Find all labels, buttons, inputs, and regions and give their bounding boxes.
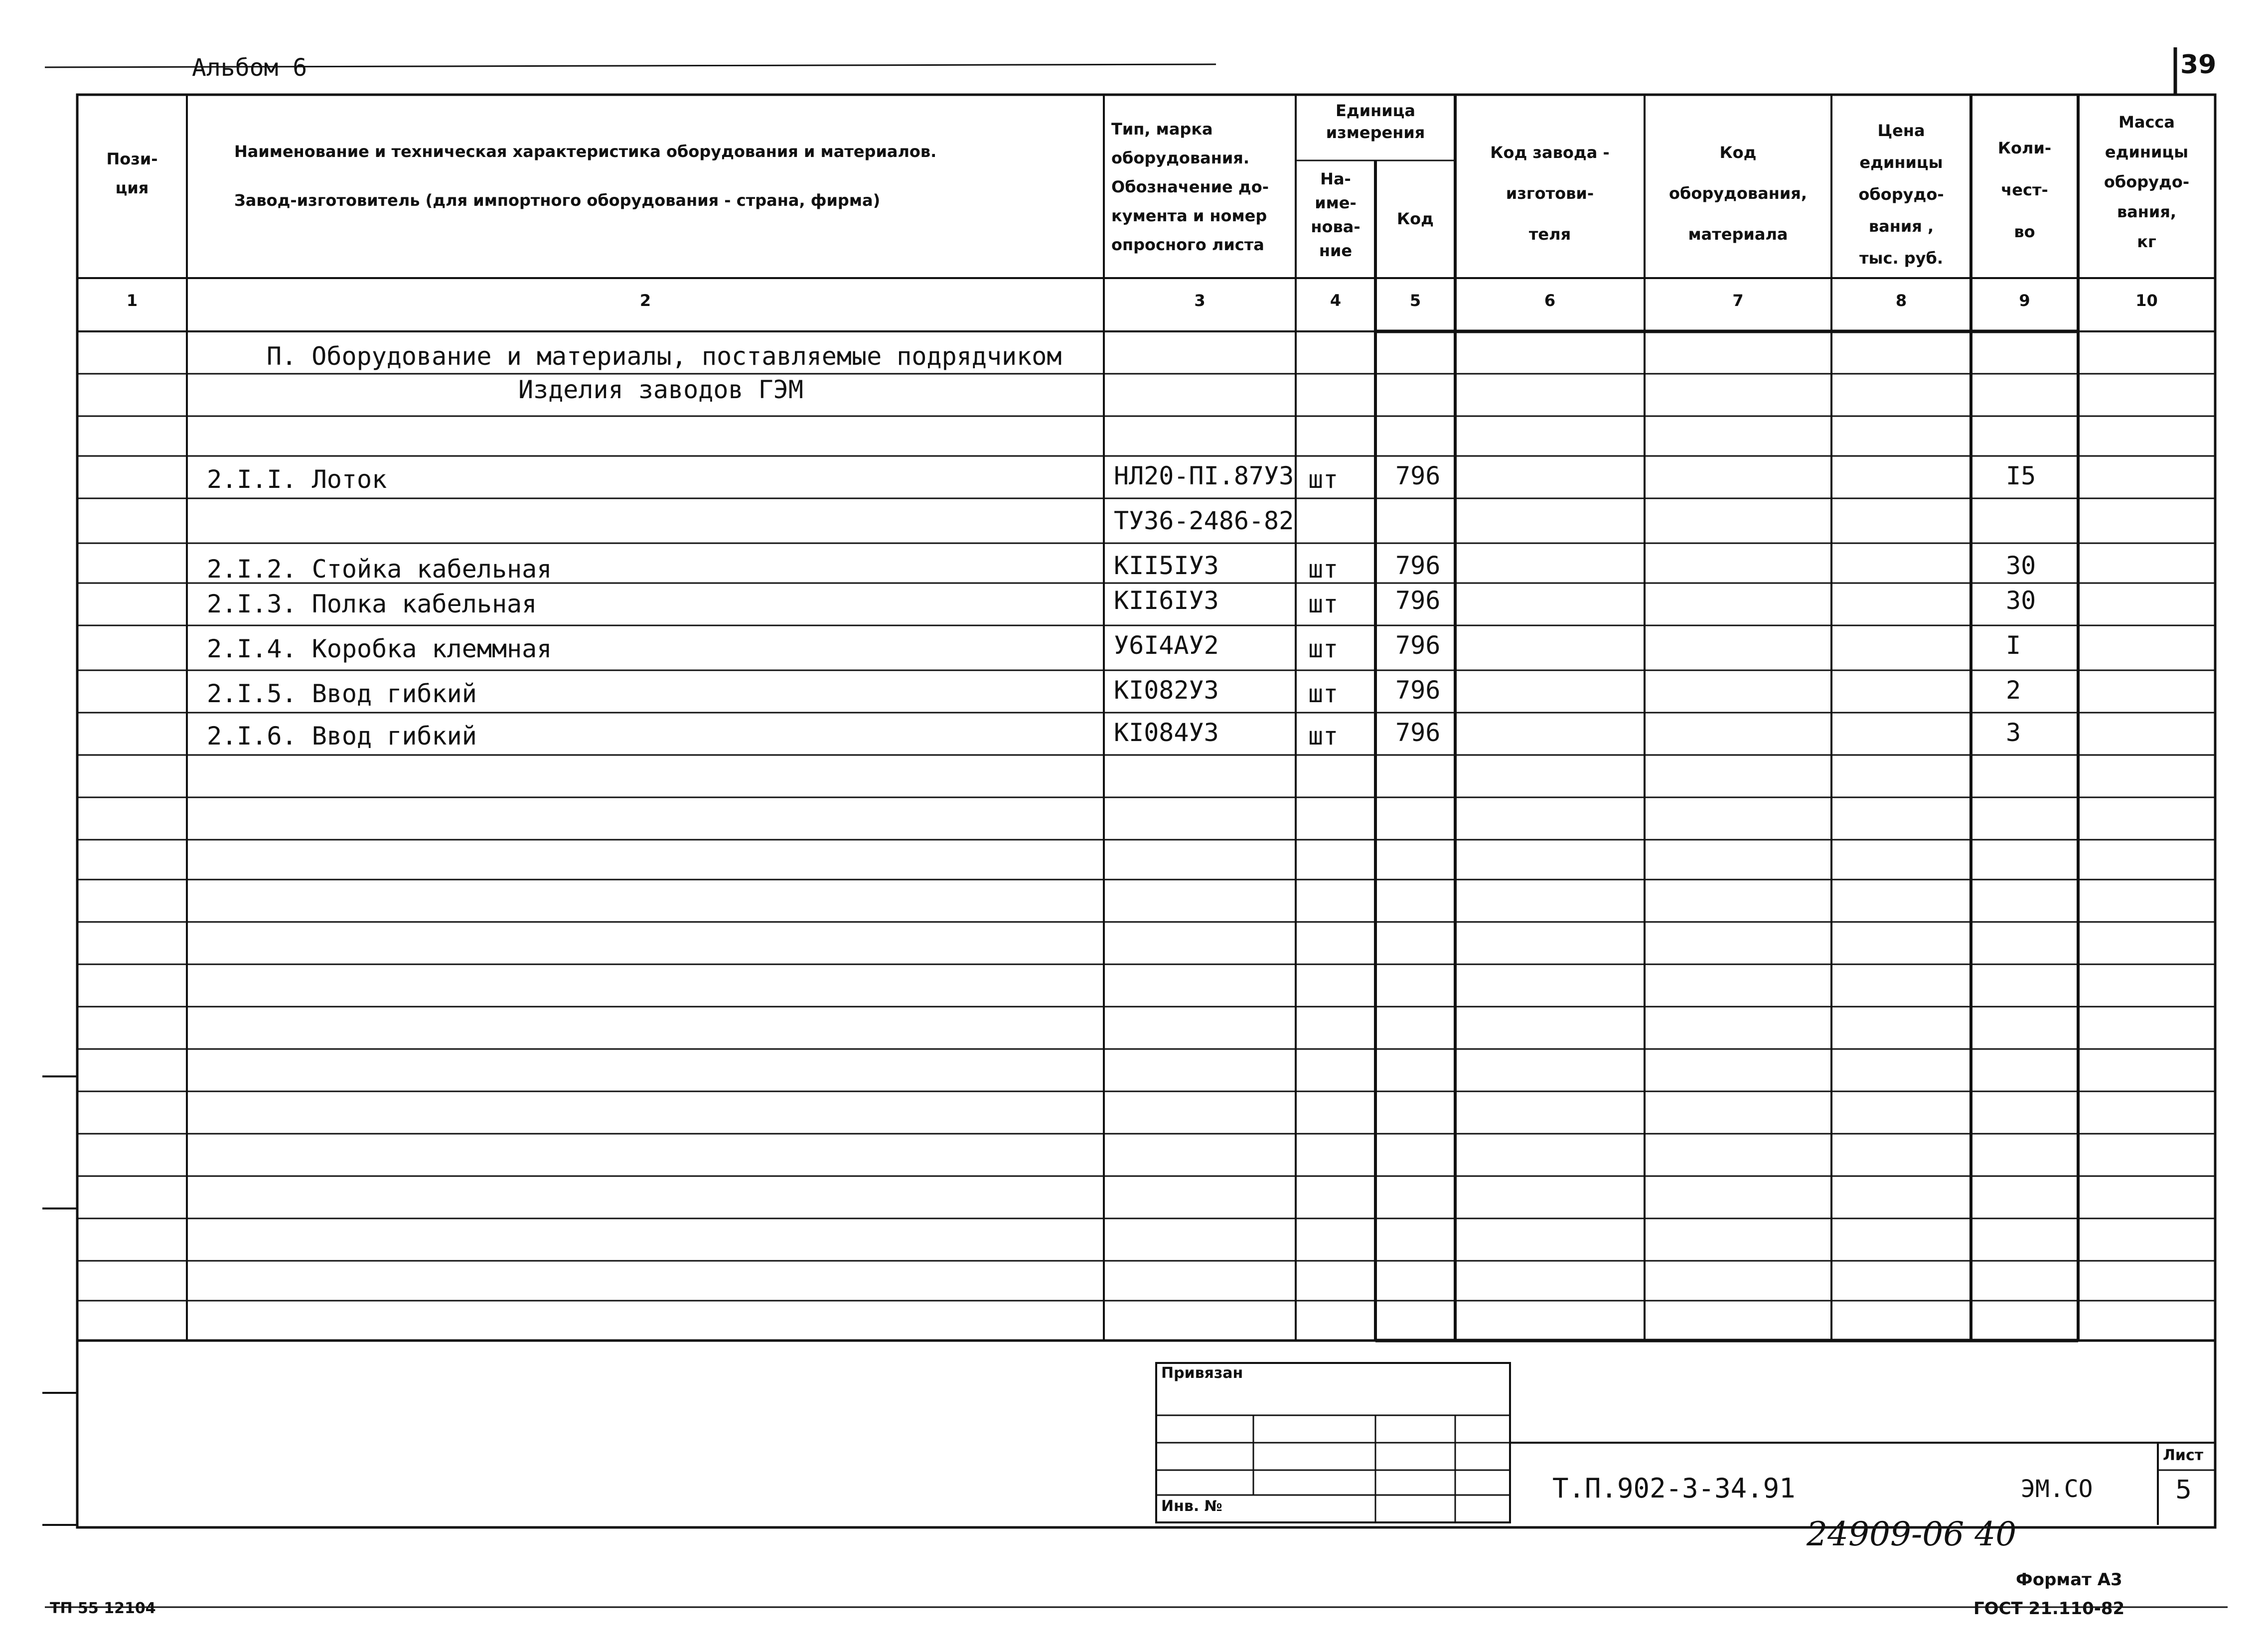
col2-header: Наименование и техническая характеристика оборудования и материалов. Завод-изготовитель (для импортного оборудования - страна, фирма) xyxy=(234,142,937,210)
col9-header: Коли- чест- во xyxy=(1997,139,2052,241)
item-code: 796 xyxy=(1395,551,1441,580)
item-type: ТУ36-2486-82 xyxy=(1114,506,1294,535)
column-number: 8 xyxy=(1895,291,1907,310)
column-number: 4 xyxy=(1330,291,1342,310)
unit-group-header: Единица измерения xyxy=(1326,101,1425,142)
privyazan-label: Привязан xyxy=(1161,1364,1243,1382)
item-name: 2.I.4. Коробка клеммная xyxy=(207,634,552,663)
gost-label: ГОСТ 21.110-82 xyxy=(1973,1599,2125,1619)
item-unit: шт xyxy=(1308,679,1339,708)
section-subtitle: Изделия заводов ГЭМ xyxy=(518,375,803,404)
item-unit: шт xyxy=(1308,555,1339,584)
sheet-label: Лист xyxy=(2163,1447,2204,1464)
doc-number: Т.П.902-3-34.91 xyxy=(1552,1473,1796,1504)
inv-label: Инв. № xyxy=(1161,1498,1222,1515)
corner-page-number: 39 xyxy=(2180,50,2217,80)
col6-header: Код завода - изготови- теля xyxy=(1490,143,1610,244)
col1-header: Пози- ция xyxy=(106,150,158,197)
item-name: 2.I.6. Ввод гибкий xyxy=(207,722,477,750)
album-label: Альбом 6 xyxy=(192,54,307,82)
column-number: 2 xyxy=(639,291,651,310)
item-name: 2.I.5. Ввод гибкий xyxy=(207,679,477,708)
item-qty: 2 xyxy=(2006,676,2021,705)
column-number: 5 xyxy=(1409,291,1421,310)
item-type: НЛ20-ПI.87У3 xyxy=(1114,461,1294,490)
item-qty: I5 xyxy=(2006,461,2036,490)
item-type: КII6IУ3 xyxy=(1114,586,1219,615)
item-code: 796 xyxy=(1395,631,1441,660)
format-label: Формат А3 xyxy=(2016,1570,2122,1590)
item-unit: шт xyxy=(1308,634,1339,663)
col7-header: Код оборудования, материала xyxy=(1669,143,1807,244)
col8-header: Цена единицы оборудо- вания , тыс. руб. xyxy=(1858,121,1944,268)
col4-header: На- име- нова- ние xyxy=(1311,169,1361,260)
col10-header: Масса единицы оборудо- вания, кг xyxy=(2104,113,2190,251)
left-code: ТП 55 12104 xyxy=(50,1600,156,1617)
item-code: 796 xyxy=(1395,718,1441,747)
column-number: 9 xyxy=(2019,291,2030,310)
col3-header: Тип, марка оборудования. Обозначение до- кумента и номер опросного листа xyxy=(1111,120,1269,254)
column-number: 3 xyxy=(1194,291,1206,310)
col5-header: Код xyxy=(1397,209,1434,228)
item-type: КI084У3 xyxy=(1114,718,1219,747)
column-number: 7 xyxy=(1732,291,1744,310)
column-number: 10 xyxy=(2135,291,2158,310)
handwritten-number: 24909-06 40 xyxy=(1807,1515,2017,1553)
item-type: У6I4АУ2 xyxy=(1114,631,1219,660)
item-name: 2.I.3. Полка кабельная xyxy=(207,590,537,618)
sheet-number: 5 xyxy=(2175,1475,2192,1505)
item-qty: 30 xyxy=(2006,586,2036,615)
item-unit: шт xyxy=(1308,465,1339,494)
section-title: П. Оборудование и материалы, поставляемые подрядчиком xyxy=(267,342,1062,371)
item-unit: шт xyxy=(1308,590,1339,618)
item-code: 796 xyxy=(1395,676,1441,705)
item-name: 2.I.2. Стойка кабельная xyxy=(207,555,552,584)
item-name: 2.I.I. Лоток xyxy=(207,465,387,494)
item-qty: I xyxy=(2006,631,2021,660)
item-unit: шт xyxy=(1308,722,1339,750)
item-code: 796 xyxy=(1395,586,1441,615)
item-code: 796 xyxy=(1395,461,1441,490)
doc-code: ЭМ.СО xyxy=(2021,1475,2093,1503)
column-number: 6 xyxy=(1544,291,1556,310)
item-type: КI082У3 xyxy=(1114,676,1219,705)
column-number: 1 xyxy=(126,291,138,310)
item-qty: 30 xyxy=(2006,551,2036,580)
item-type: КII5IУ3 xyxy=(1114,551,1219,580)
item-qty: 3 xyxy=(2006,718,2021,747)
